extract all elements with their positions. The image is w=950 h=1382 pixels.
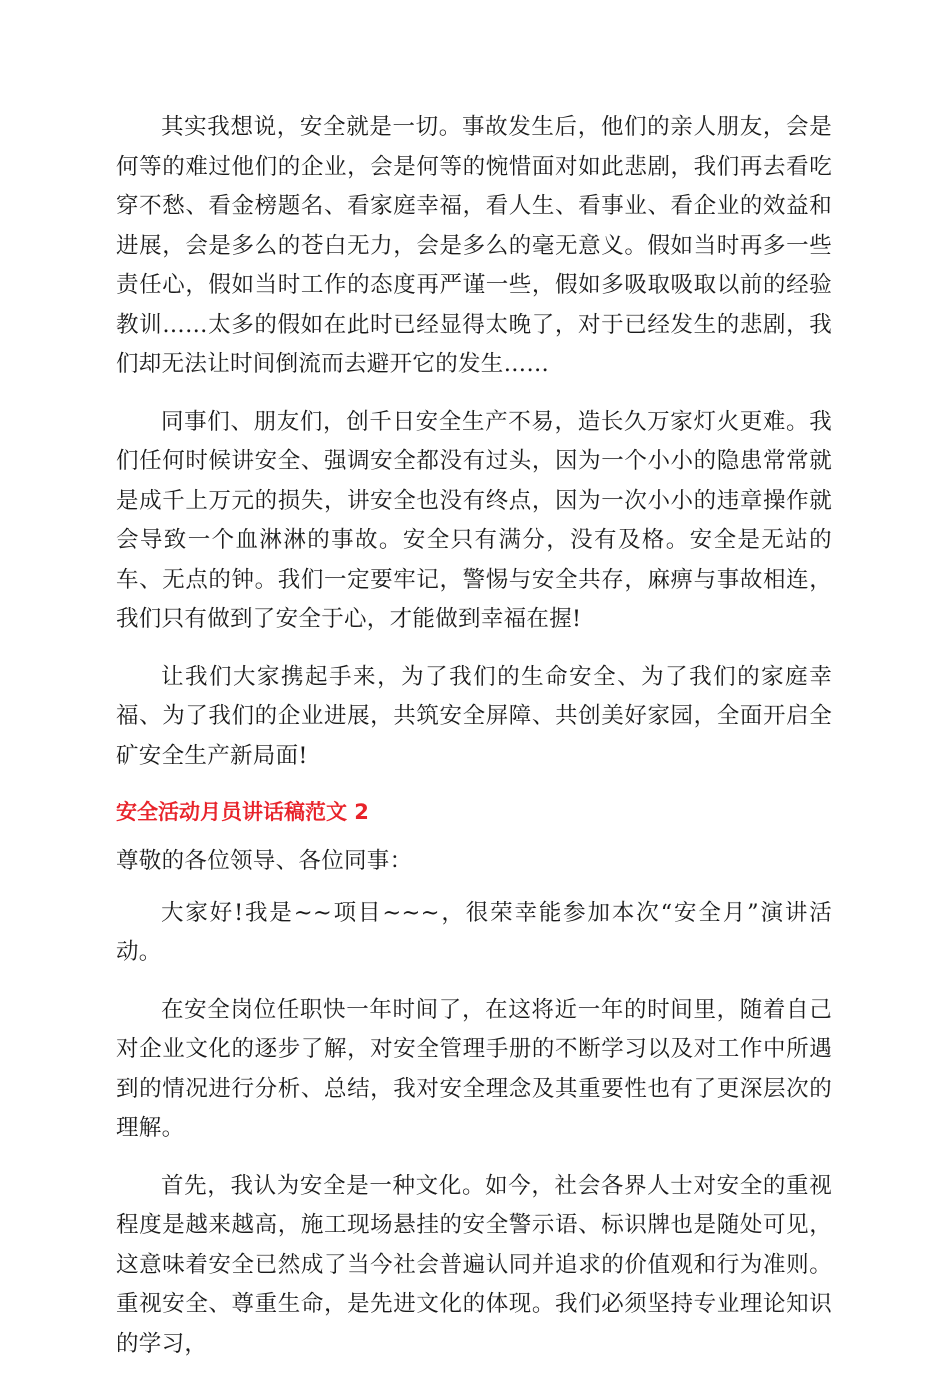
paragraph-safety-culture: 首先，我认为安全是一种文化。如今，社会各界人士对安全的重视程度是越来越高，施工现场悬挂的安全警示语、标识牌也是随处可见，这意味着安全已然成了当今社会普遍认同并追求的价值观和行为准则。重视安全、尊重生命，是先进文化的体现。我们必须坚持专业理论知识的学习， — [116, 1172, 832, 1357]
section-heading: 安全活动月员讲话稿范文 2 — [116, 800, 369, 824]
paragraph-join-hands: 让我们大家携起手来，为了我们的生命安全、为了我们的家庭幸福、为了我们的企业进展，共筑安全屏障、共创美好家园，全面开启全矿安全生产新局面! — [116, 663, 832, 769]
paragraph-one-year: 在安全岗位任职快一年时间了，在这将近一年的时间里，随着自己对企业文化的逐步了解，对安全管理手册的不断学习以及对工作中所遇到的情况进行分析、总结，我对安全理念及其重要性也有了更深层次的理解。 — [116, 996, 832, 1141]
document-body — [116, 108, 832, 1382]
greeting-line: 尊敬的各位领导、各位同事： — [116, 848, 413, 874]
paragraph-safety-is-everything: 其实我想说，安全就是一切。事故发生后，他们的亲人朋友，会是何等的难过他们的企业，会是何等的惋惜面对如此悲剧，我们再去看吃穿不愁、看金榜题名、看家庭幸福，看人生、看事业、看企业的效益和进展，会是多么的苍白无力，会是多么的毫无意义。假如当时再多一些责任心，假如当时工作的态度再严谨一些，假如多吸取吸取以前的经验教训……太多的假如在此时已经显得太晚了，对于已经发生的悲剧，我们却无法让时间倒流而去避开它的发生…… — [116, 114, 832, 377]
paragraph-colleagues-friends: 同事们、朋友们，创千日安全生产不易，造长久万家灯火更难。我们任何时候讲安全、强调安全都没有过头，因为一个小小的隐患常常就是成千上万元的损失，讲安全也没有终点，因为一次小小的违章操作就会导致一个血淋淋的事故。安全只有满分，没有及格。安全是无站的车、无点的钟。我们一定要牢记，警惕与安全共存，麻痹与事故相连，我们只有做到了安全于心，才能做到幸福在握! — [116, 408, 832, 632]
paragraph-hello: 大家好!我是~~项目~~~，很荣幸能参加本次“安全月”演讲活动。 — [116, 899, 832, 965]
